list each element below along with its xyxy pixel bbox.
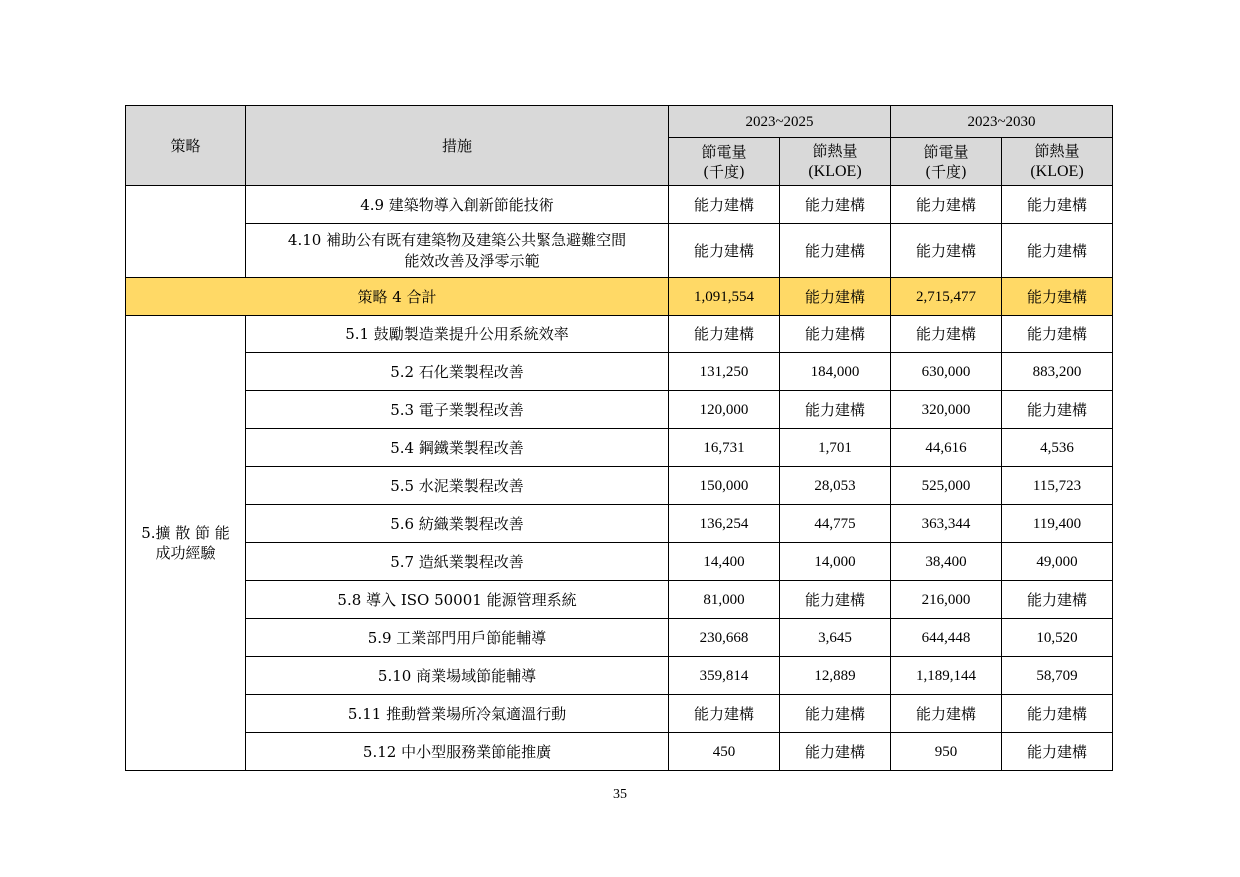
cell-a-elec: 能力建構: [669, 695, 780, 733]
total-a-elec: 1,091,554: [669, 278, 780, 316]
measure-label: 5.10 商業場域節能輔導: [246, 657, 669, 695]
cell-a-elec: 81,000: [669, 581, 780, 619]
cell-b-elec: 525,000: [891, 467, 1002, 505]
cell-b-heat: 4,536: [1002, 429, 1113, 467]
cell-a-heat: 28,053: [780, 467, 891, 505]
cell-b-heat: 能力建構: [1002, 316, 1113, 353]
cell-a-heat: 能力建構: [780, 224, 891, 278]
cell-a-heat: 能力建構: [780, 186, 891, 224]
header-heat-b: 節熱量 (KLOE): [1002, 138, 1113, 186]
table-row: [126, 316, 1113, 353]
cell-b-elec: 38,400: [891, 543, 1002, 581]
cell-a-elec: 131,250: [669, 353, 780, 391]
cell-b-elec: 320,000: [891, 391, 1002, 429]
cell-b-elec: 950: [891, 733, 1002, 771]
cell-a-elec: 120,000: [669, 391, 780, 429]
cell-b-elec: 1,189,144: [891, 657, 1002, 695]
cell-b-elec: 44,616: [891, 429, 1002, 467]
measure-label: 5.12 中小型服務業節能推廣: [246, 733, 669, 771]
total-a-heat: 能力建構: [780, 278, 891, 316]
cell-a-elec: 16,731: [669, 429, 780, 467]
total-label: 策略 4 合計: [126, 278, 669, 316]
measure-label: 5.2 石化業製程改善: [246, 353, 669, 391]
cell-a-elec: 136,254: [669, 505, 780, 543]
energy-saving-table: [125, 105, 1113, 771]
measure-label: 5.9 工業部門用戶節能輔導: [246, 619, 669, 657]
measure-label: 5.3 電子業製程改善: [246, 391, 669, 429]
cell-b-heat: 能力建構: [1002, 186, 1113, 224]
table-row: [126, 657, 1113, 695]
cell-a-heat: 12,889: [780, 657, 891, 695]
cell-a-elec: 能力建構: [669, 186, 780, 224]
cell-b-heat: 119,400: [1002, 505, 1113, 543]
cell-a-heat: 184,000: [780, 353, 891, 391]
cell-b-elec: 能力建構: [891, 695, 1002, 733]
cell-a-heat: 能力建構: [780, 581, 891, 619]
header-heat-a: 節熱量 (KLOE): [780, 138, 891, 186]
table-row: [126, 619, 1113, 657]
cell-a-elec: 能力建構: [669, 224, 780, 278]
cell-b-heat: 能力建構: [1002, 224, 1113, 278]
cell-a-elec: 359,814: [669, 657, 780, 695]
cell-b-heat: 58,709: [1002, 657, 1113, 695]
cell-a-heat: 能力建構: [780, 695, 891, 733]
cell-b-heat: 10,520: [1002, 619, 1113, 657]
table-row: [126, 581, 1113, 619]
total-b-heat: 能力建構: [1002, 278, 1113, 316]
cell-a-elec: 450: [669, 733, 780, 771]
cell-a-heat: 14,000: [780, 543, 891, 581]
measure-4-10: 4.10 補助公有既有建築物及建築公共緊急避難空間 能效改善及淨零示範: [246, 224, 669, 278]
measure-label: 5.1 鼓勵製造業提升公用系統效率: [246, 316, 669, 353]
strategy-5-label: 5.擴 散 節 能 成功經驗: [126, 316, 246, 771]
measure-4-9: 4.9 建築物導入創新節能技術: [246, 186, 669, 224]
table-row: [126, 467, 1113, 505]
table-row: [126, 505, 1113, 543]
total-b-elec: 2,715,477: [891, 278, 1002, 316]
total-row: [126, 278, 1113, 316]
cell-b-elec: 216,000: [891, 581, 1002, 619]
cell-b-elec: 能力建構: [891, 224, 1002, 278]
cell-a-elec: 14,400: [669, 543, 780, 581]
table-row: [126, 543, 1113, 581]
cell-a-heat: 44,775: [780, 505, 891, 543]
cell-b-heat: 能力建構: [1002, 581, 1113, 619]
strategy-4-cell: [126, 186, 246, 278]
header-elec-a: 節電量 (千度): [669, 138, 780, 186]
cell-b-elec: 644,448: [891, 619, 1002, 657]
measure-label: 5.6 紡織業製程改善: [246, 505, 669, 543]
cell-b-heat: 49,000: [1002, 543, 1113, 581]
header-measure: 措施: [246, 106, 669, 186]
header-elec-b: 節電量 (千度): [891, 138, 1002, 186]
cell-b-heat: 能力建構: [1002, 733, 1113, 771]
cell-a-elec: 150,000: [669, 467, 780, 505]
cell-b-elec: 能力建構: [891, 316, 1002, 353]
cell-b-elec: 363,344: [891, 505, 1002, 543]
cell-b-heat: 115,723: [1002, 467, 1113, 505]
cell-a-elec: 230,668: [669, 619, 780, 657]
page-number: 35: [613, 787, 627, 802]
cell-b-elec: 能力建構: [891, 186, 1002, 224]
cell-a-elec: 能力建構: [669, 316, 780, 353]
table-row: [126, 391, 1113, 429]
measure-label: 5.8 導入 ISO 50001 能源管理系統: [246, 581, 669, 619]
measure-label: 5.5 水泥業製程改善: [246, 467, 669, 505]
table-row: [126, 733, 1113, 771]
table-row: [126, 353, 1113, 391]
table-row: [126, 186, 1113, 224]
table-row: [126, 224, 1113, 278]
cell-b-elec: 630,000: [891, 353, 1002, 391]
measure-label: 5.11 推動營業場所冷氣適溫行動: [246, 695, 669, 733]
measure-label: 5.4 鋼鐵業製程改善: [246, 429, 669, 467]
header-strategy: 策略: [126, 106, 246, 186]
cell-b-heat: 能力建構: [1002, 391, 1113, 429]
cell-a-heat: 能力建構: [780, 316, 891, 353]
cell-a-heat: 能力建構: [780, 391, 891, 429]
cell-b-heat: 能力建構: [1002, 695, 1113, 733]
cell-a-heat: 能力建構: [780, 733, 891, 771]
table-row: [126, 695, 1113, 733]
cell-a-heat: 3,645: [780, 619, 891, 657]
cell-a-heat: 1,701: [780, 429, 891, 467]
measure-label: 5.7 造紙業製程改善: [246, 543, 669, 581]
header-period-2023-2025: 2023~2025: [669, 106, 891, 138]
table-row: [126, 429, 1113, 467]
cell-b-heat: 883,200: [1002, 353, 1113, 391]
header-period-2023-2030: 2023~2030: [891, 106, 1113, 138]
